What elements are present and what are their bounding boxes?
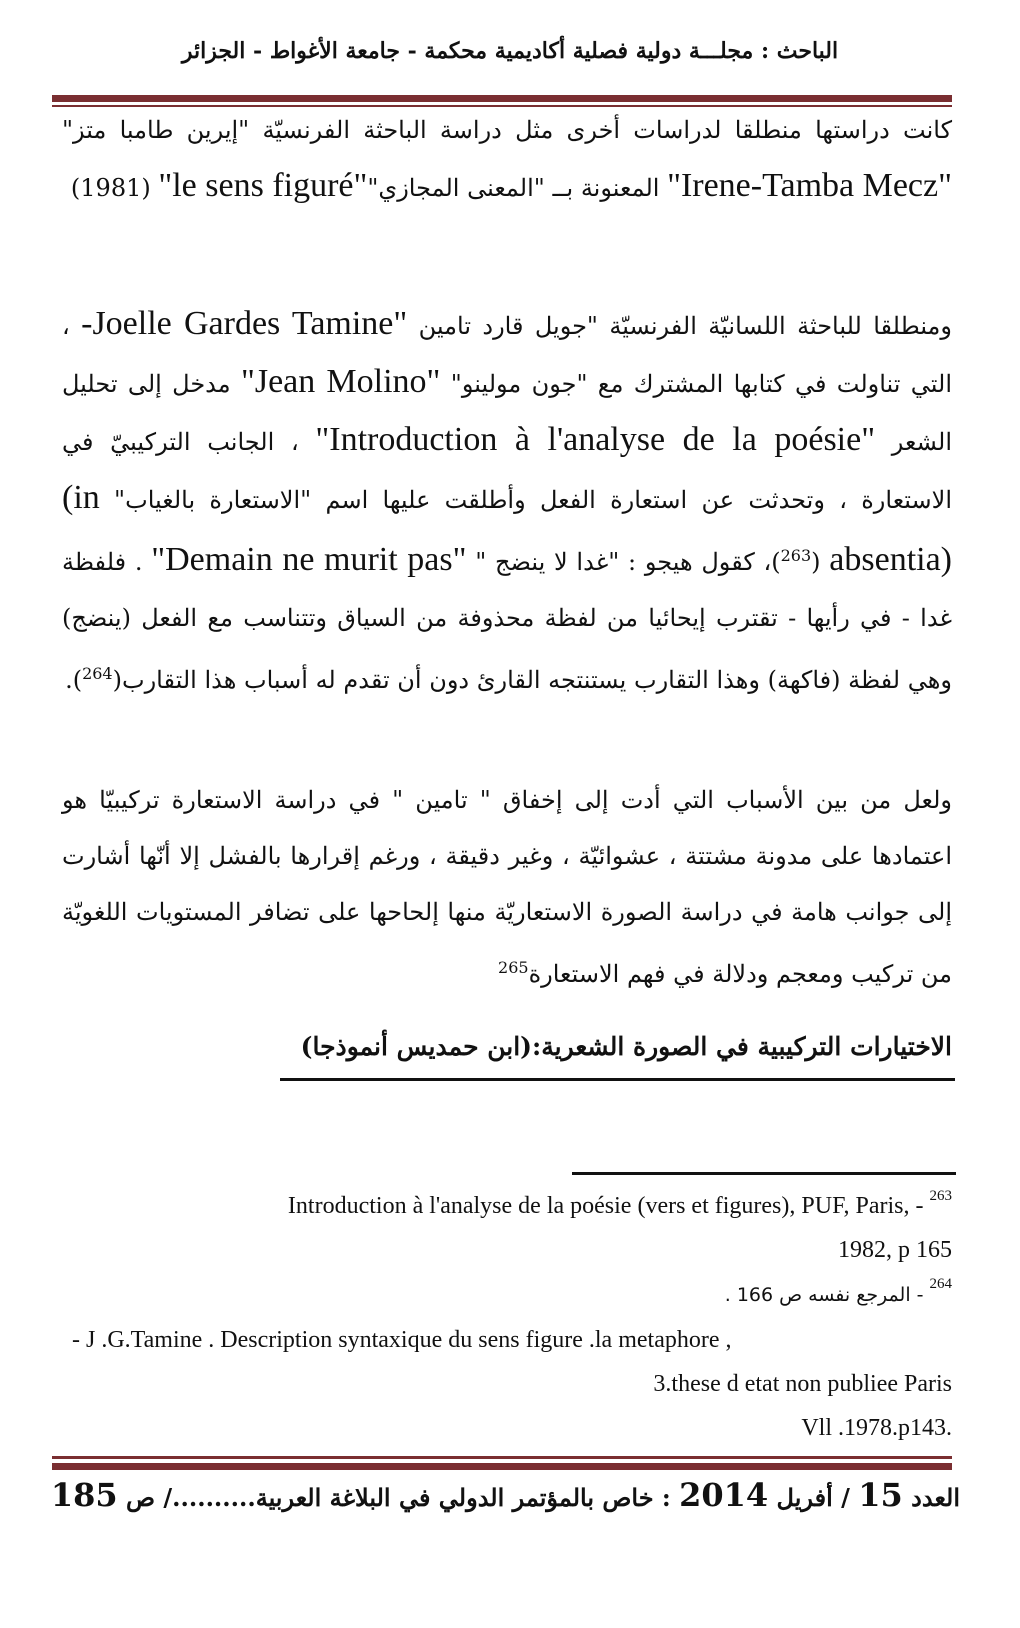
- p2-text-6: )، كقول هيجو : "غدا لا ينضج ": [466, 548, 781, 576]
- p2-latin-4: (in absentia): [62, 479, 952, 578]
- footnote-263-line2: 1982, p 165: [838, 1237, 952, 1263]
- section-heading: الاختيارات التركيبية في الصورة الشعرية:(ابن حمديس أنموذجا): [300, 1032, 952, 1061]
- issue-number: 15: [858, 1476, 903, 1514]
- footnote-263: [62, 1184, 952, 1272]
- paragraph-2: [62, 296, 952, 708]
- p2-latin-5: "Demain ne murit pas": [151, 541, 467, 578]
- special-issue-text: : خاص بالمؤتمر الدولي في البلاغة العربية........../: [163, 1483, 671, 1512]
- footnote-264-text: - المرجع نفسه ص 166 .: [724, 1284, 924, 1306]
- p2-latin-3: "Introduction à l'analyse de la poésie": [315, 421, 876, 458]
- issue-label: العدد: [911, 1483, 960, 1512]
- footnote-264-number: 264: [929, 1276, 952, 1292]
- footnote-265-line1: - J .G.Tamine . Description syntaxique du sens figure .la metaphore ,: [72, 1327, 732, 1353]
- footnote-265-line2: 3.these d etat non publiee Paris: [653, 1371, 952, 1397]
- footer-slash: /: [841, 1483, 850, 1512]
- p3-text-1: ولعل من بين الأسباب التي أدت إلى إخفاق " تامين " في دراسة الاستعارة تركيبيّا هو اعتمادها على مدونة مشتتة ، عشوائيّة ، وغير دقيقة ، ورغم إقرارها بالفشل إلا أنّها أشارت إلى جوانب هامة في دراسة الصورة الاستعاريّة منها إلحاحها على تضافر المستويات اللغويّة من تركيب ومعجم ودلالة في فهم الاستعارة: [62, 786, 953, 988]
- running-header: [150, 38, 870, 78]
- p2-text-5: (: [811, 548, 830, 576]
- footnote-263-number: 263: [929, 1188, 952, 1204]
- footnote-ref-265[interactable]: 265: [498, 958, 529, 977]
- p1-text-3: (1981): [70, 174, 159, 202]
- header-rule-thick: [52, 95, 952, 102]
- page-number: 185: [50, 1476, 118, 1514]
- p1-text-1: كانت دراستها منطلقا لدراسات أخرى مثل دراسة الباحثة الفرنسيّة "إيرين طامبا متز": [62, 116, 952, 144]
- footnote-265-line3: Vll .1978.p143.: [801, 1415, 952, 1441]
- p2-text-1: ومنطلقا للباحثة اللسانيّة الفرنسيّة "جويل قارد تامين: [407, 312, 953, 340]
- footer-rule-thin: [52, 1456, 952, 1459]
- running-title: الباحث : مجلـــة دولية فصلية أكاديمية محكمة - جامعة الأغواط - الجزائر: [181, 38, 839, 64]
- footnote-263-text: Introduction à l'analyse de la poésie (vers et figures), PUF, Paris, -: [287, 1193, 924, 1219]
- footnote-264: [62, 1272, 952, 1317]
- footnote-ref-264[interactable]: 264: [82, 664, 113, 683]
- footnote-265: [62, 1318, 952, 1450]
- month-label: أفريل: [776, 1483, 833, 1512]
- p1-text-2: المعنونة بــ "المعنى المجازي": [367, 174, 668, 202]
- p2-text-8: ).: [65, 666, 83, 694]
- p2-latin-1: -Joelle Gardes Tamine": [81, 305, 408, 342]
- page-label: ص: [126, 1483, 156, 1512]
- p2-text-3: مدخل إلى تحليل الشعر: [62, 370, 952, 456]
- section-heading-underline: [280, 1078, 955, 1081]
- paragraph-3: [62, 772, 952, 1002]
- year: 2014: [679, 1476, 769, 1514]
- p2-text-7: . فلفظة غدا - في رأيها - تقترب إيحائيا من لفظة محذوفة من السياق وتتناسب مع الفعل (ينضج) وهي لفظة (فاكهة) وهذا التقارب يستنتجه القارئ دون أن تقدم له أسباب هذا التقارب(: [62, 548, 952, 694]
- p1-latin-1: "Irene-Tamba Mecz": [667, 167, 952, 204]
- p2-latin-2: "Jean Molino": [240, 363, 441, 400]
- page-footer: [50, 1476, 960, 1514]
- footer-rule-thick: [52, 1463, 952, 1470]
- p1-latin-2: "le sens figuré": [158, 167, 368, 204]
- footnote-separator: [572, 1172, 956, 1175]
- p2-text-4: ، الجانب التركيبيّ في الاستعارة ، وتحدثت عن استعارة الفعل وأطلقت عليها اسم "الاستعارة بالغياب": [62, 428, 952, 514]
- p2-text-2: ، التي تناولت في كتابها المشترك مع "جون مولينو": [62, 312, 953, 398]
- paragraph-1: [62, 102, 952, 216]
- footnote-ref-263[interactable]: 263: [780, 546, 812, 565]
